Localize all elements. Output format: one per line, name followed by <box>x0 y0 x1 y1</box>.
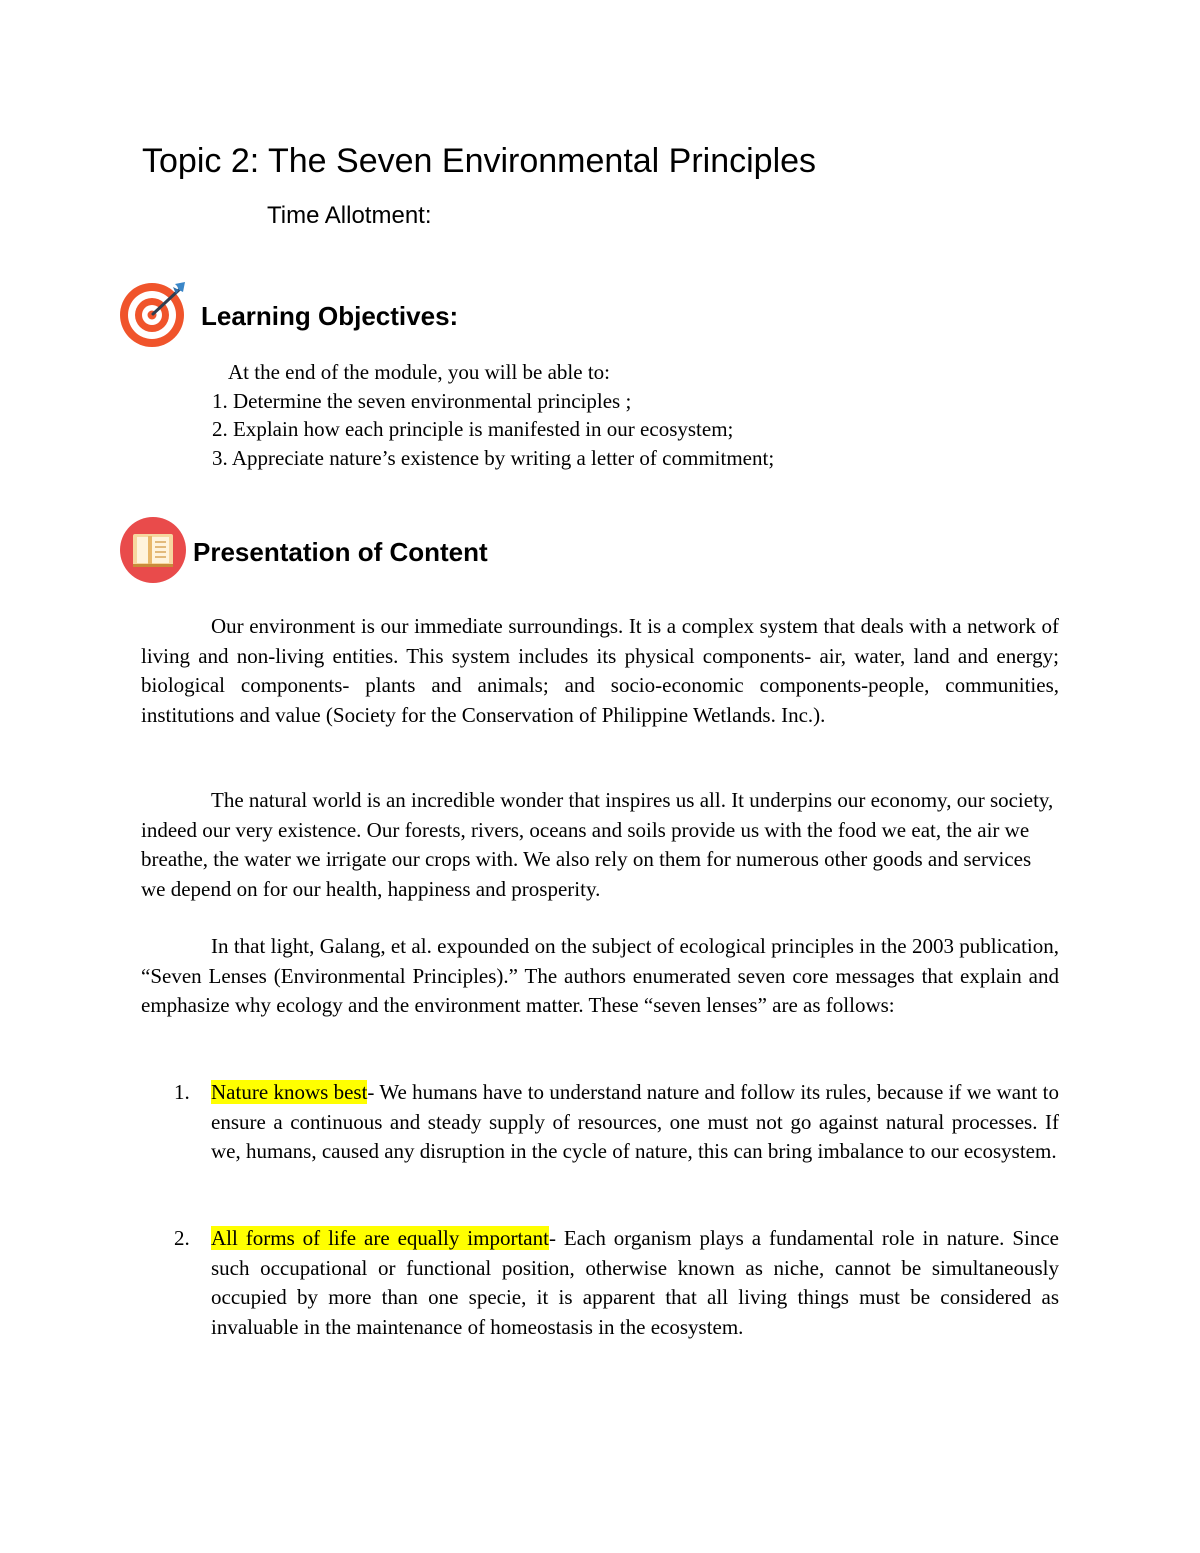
principle-number: 2. <box>174 1226 190 1250</box>
time-allotment-label: Time Allotment: <box>267 202 432 229</box>
principle-number: 1. <box>174 1080 190 1104</box>
book-icon <box>118 516 188 584</box>
target-icon <box>117 280 189 348</box>
objective-item: 1. Determine the seven environmental principles ; <box>212 388 632 413</box>
objectives-list <box>212 358 774 472</box>
content-paragraph: Our environment is our immediate surroundings. It is a complex system that deals with a network of living and non-living entities. This system includes its physical components- air, water, land and energy; biological components- plants and animals; and socio-economic components-people, communities, institutions and value (Society for the Conservation of Philippine Wetlands. Inc.). <box>141 614 1059 727</box>
principle-text: - Each organism plays a fundamental role in nature. Since such occupational or functional position, otherwise known as niche, cannot be simultaneously occupied by more than one specie, it is apparent that all living things must be considered as invaluable in the maintenance of homeostasis in the ecosystem. <box>211 1226 1060 1339</box>
objective-item: 3. Appreciate nature’s existence by writing a letter of commitment; <box>212 445 775 470</box>
principle-text: - We humans have to understand nature and follow its rules, because if we want to ensure a continuous and steady supply of resources, one must not go against natural processes. If we, humans, caused any disruption in the cycle of nature, this can bring imbalance to our ecosystem. <box>211 1080 1059 1163</box>
principle-item <box>141 1224 1059 1342</box>
page-title: Topic 2: The Seven Environmental Principles <box>142 142 817 180</box>
principle-title: All forms of life are equally important <box>211 1226 549 1250</box>
learning-objectives-heading: Learning Objectives: <box>201 301 459 331</box>
objectives-intro: At the end of the module, you will be able to: <box>228 360 610 384</box>
content-paragraph: In that light, Galang, et al. expounded on the subject of ecological principles in the 2003 publication, “Seven Lenses (Environmental Principles).” The authors enumerated seven core messages that explain and emphasize why ecology and the environment matter. These “seven lenses” are as follows: <box>141 934 1059 1017</box>
principle-item <box>141 1078 1059 1167</box>
principle-title: Nature knows best <box>211 1080 368 1104</box>
presentation-heading: Presentation of Content <box>193 537 488 567</box>
objective-item: 2. Explain how each principle is manifested in our ecosystem; <box>212 417 734 441</box>
content-paragraph: The natural world is an incredible wonder that inspires us all. It underpins our economy, our society, indeed our very existence. Our forests, rivers, oceans and soils provide us with the food we eat, the air we breathe, the water we irrigate our crops with. We also rely on them for numerous other goods and services we depend on for our health, happiness and prosperity. <box>141 788 1054 901</box>
